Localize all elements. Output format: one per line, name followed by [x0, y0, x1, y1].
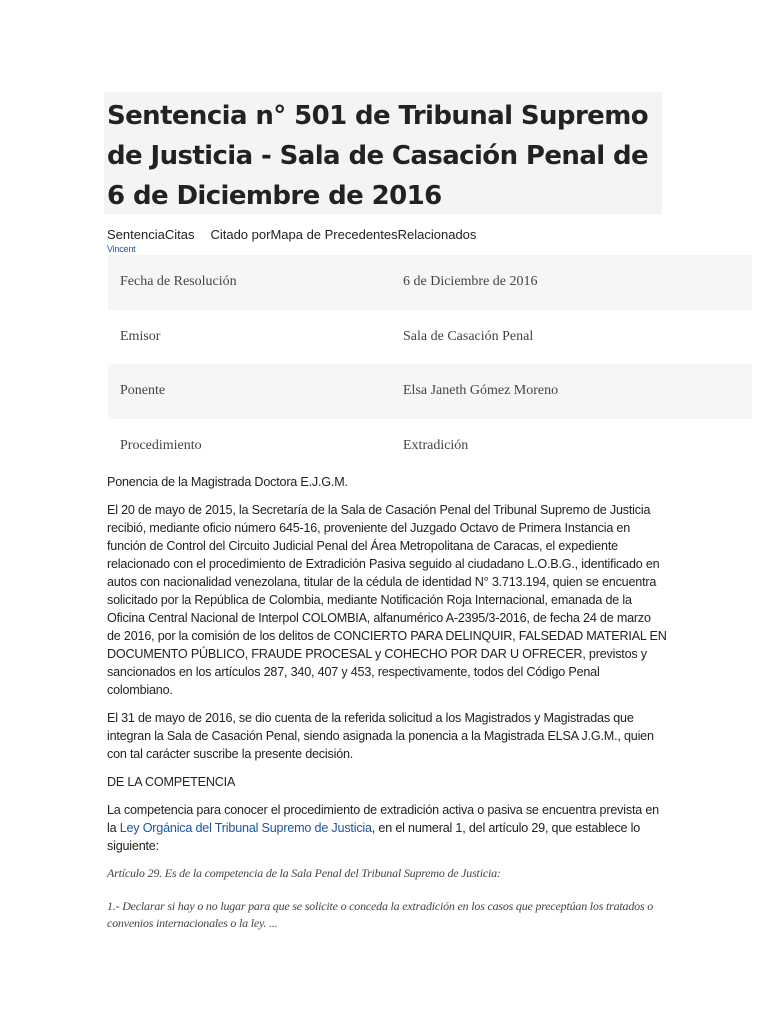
metadata-value: 6 de Diciembre de 2016	[403, 274, 538, 290]
document-tabs	[107, 227, 476, 245]
metadata-label: Procedimiento	[120, 437, 202, 453]
tab-mapa-de-precedentes[interactable]: Mapa de Precedentes	[270, 227, 398, 242]
vincent-label[interactable]: Vincent	[107, 244, 136, 254]
metadata-value: Elsa Janeth Gómez Moreno	[403, 383, 559, 399]
metadata-row	[108, 364, 752, 419]
page-title: Sentencia n° 501 de Tribunal Supremo de Justicia - Sala de Casación Penal de 6 de Diciembre de 2016	[107, 101, 649, 211]
paragraph-text: La competencia para conocer el procedimiento de extradición activa o pasiva se encuentra prevista en la	[107, 803, 659, 835]
metadata-row	[108, 419, 752, 474]
tab-relacionados[interactable]: Relacionados	[397, 227, 477, 242]
ley-organica-link[interactable]: Ley Orgánica del Tribunal Supremo de Justicia	[119, 821, 372, 835]
document-body	[107, 473, 667, 942]
tab-citas[interactable]: Citas	[164, 227, 195, 242]
metadata-table	[108, 255, 752, 473]
metadata-row	[108, 255, 752, 310]
metadata-row	[108, 310, 752, 365]
metadata-label: Emisor	[120, 328, 161, 344]
metadata-label: Ponente	[120, 383, 166, 399]
paragraph-ponencia: Ponencia de la Magistrada Doctora E.J.G.M.	[107, 475, 348, 489]
tab-citado-por[interactable]: Citado por	[210, 227, 271, 242]
quote-numeral-1: 1.- Declarar si hay o no lugar para que se solicite o conceda la extradición en los casos que preceptúan los tratados o convenios internacionales o la ley. ...	[107, 899, 654, 930]
paragraph-competencia	[107, 801, 667, 855]
section-heading: DE LA COMPETENCIA	[107, 775, 236, 789]
quote-article-29: Artículo 29. Es de la competencia de la Sala Penal del Tribunal Supremo de Justicia:	[107, 866, 501, 880]
metadata-value: Sala de Casación Penal	[403, 328, 534, 344]
metadata-label: Fecha de Resolución	[120, 274, 237, 290]
metadata-value: Extradición	[403, 437, 469, 453]
tab-sentencia[interactable]: Sentencia	[107, 227, 165, 242]
paragraph-asignacion: El 31 de mayo de 2016, se dio cuenta de la referida solicitud a los Magistrados y Magistradas que integran la Sala de Casación Penal, siendo asignada la ponencia a la Magistrada ELSA J.G.M., quien con tal carácter suscribe la presente decisión.	[107, 711, 654, 761]
title-box	[104, 92, 662, 214]
paragraph-text: , en el numeral 1, del artículo 29, que establece lo siguiente:	[107, 821, 641, 853]
paragraph-antecedentes: El 20 de mayo de 2015, la Secretaría de la Sala de Casación Penal del Tribunal Supremo de Justicia recibió, mediante oficio número 645-16, proveniente del Juzgado Octavo de Primera Instancia en función de Control del Circuito Judicial Penal del Área Metropolitana de Caracas, el expediente relacionado con el procedimiento de Extradición Pasiva seguido al ciudadano L.O.B.G., identificado en autos con nacionalidad venezolana, titular de la cédula de identidad N° 3.713.194, quien se encuentra solicitado por la República de Colombia, mediante Notificación Roja Internacional, emanada de la Oficina Central Nacional de Interpol COLOMBIA, alfanumérico A-2395/3-2016, de fecha 24 de marzo de 2016, por la comisión de los delitos de CONCIERTO PARA DELINQUIR, FALSEDAD MATERIAL EN DOCUMENTO PÚBLICO, FRAUDE PROCESAL y COHECHO POR DAR U OFRECER, previstos y sancionados en los artículos 287, 340, 407 y 453, respectivamente, todos del Código Penal colombiano.	[107, 503, 667, 697]
